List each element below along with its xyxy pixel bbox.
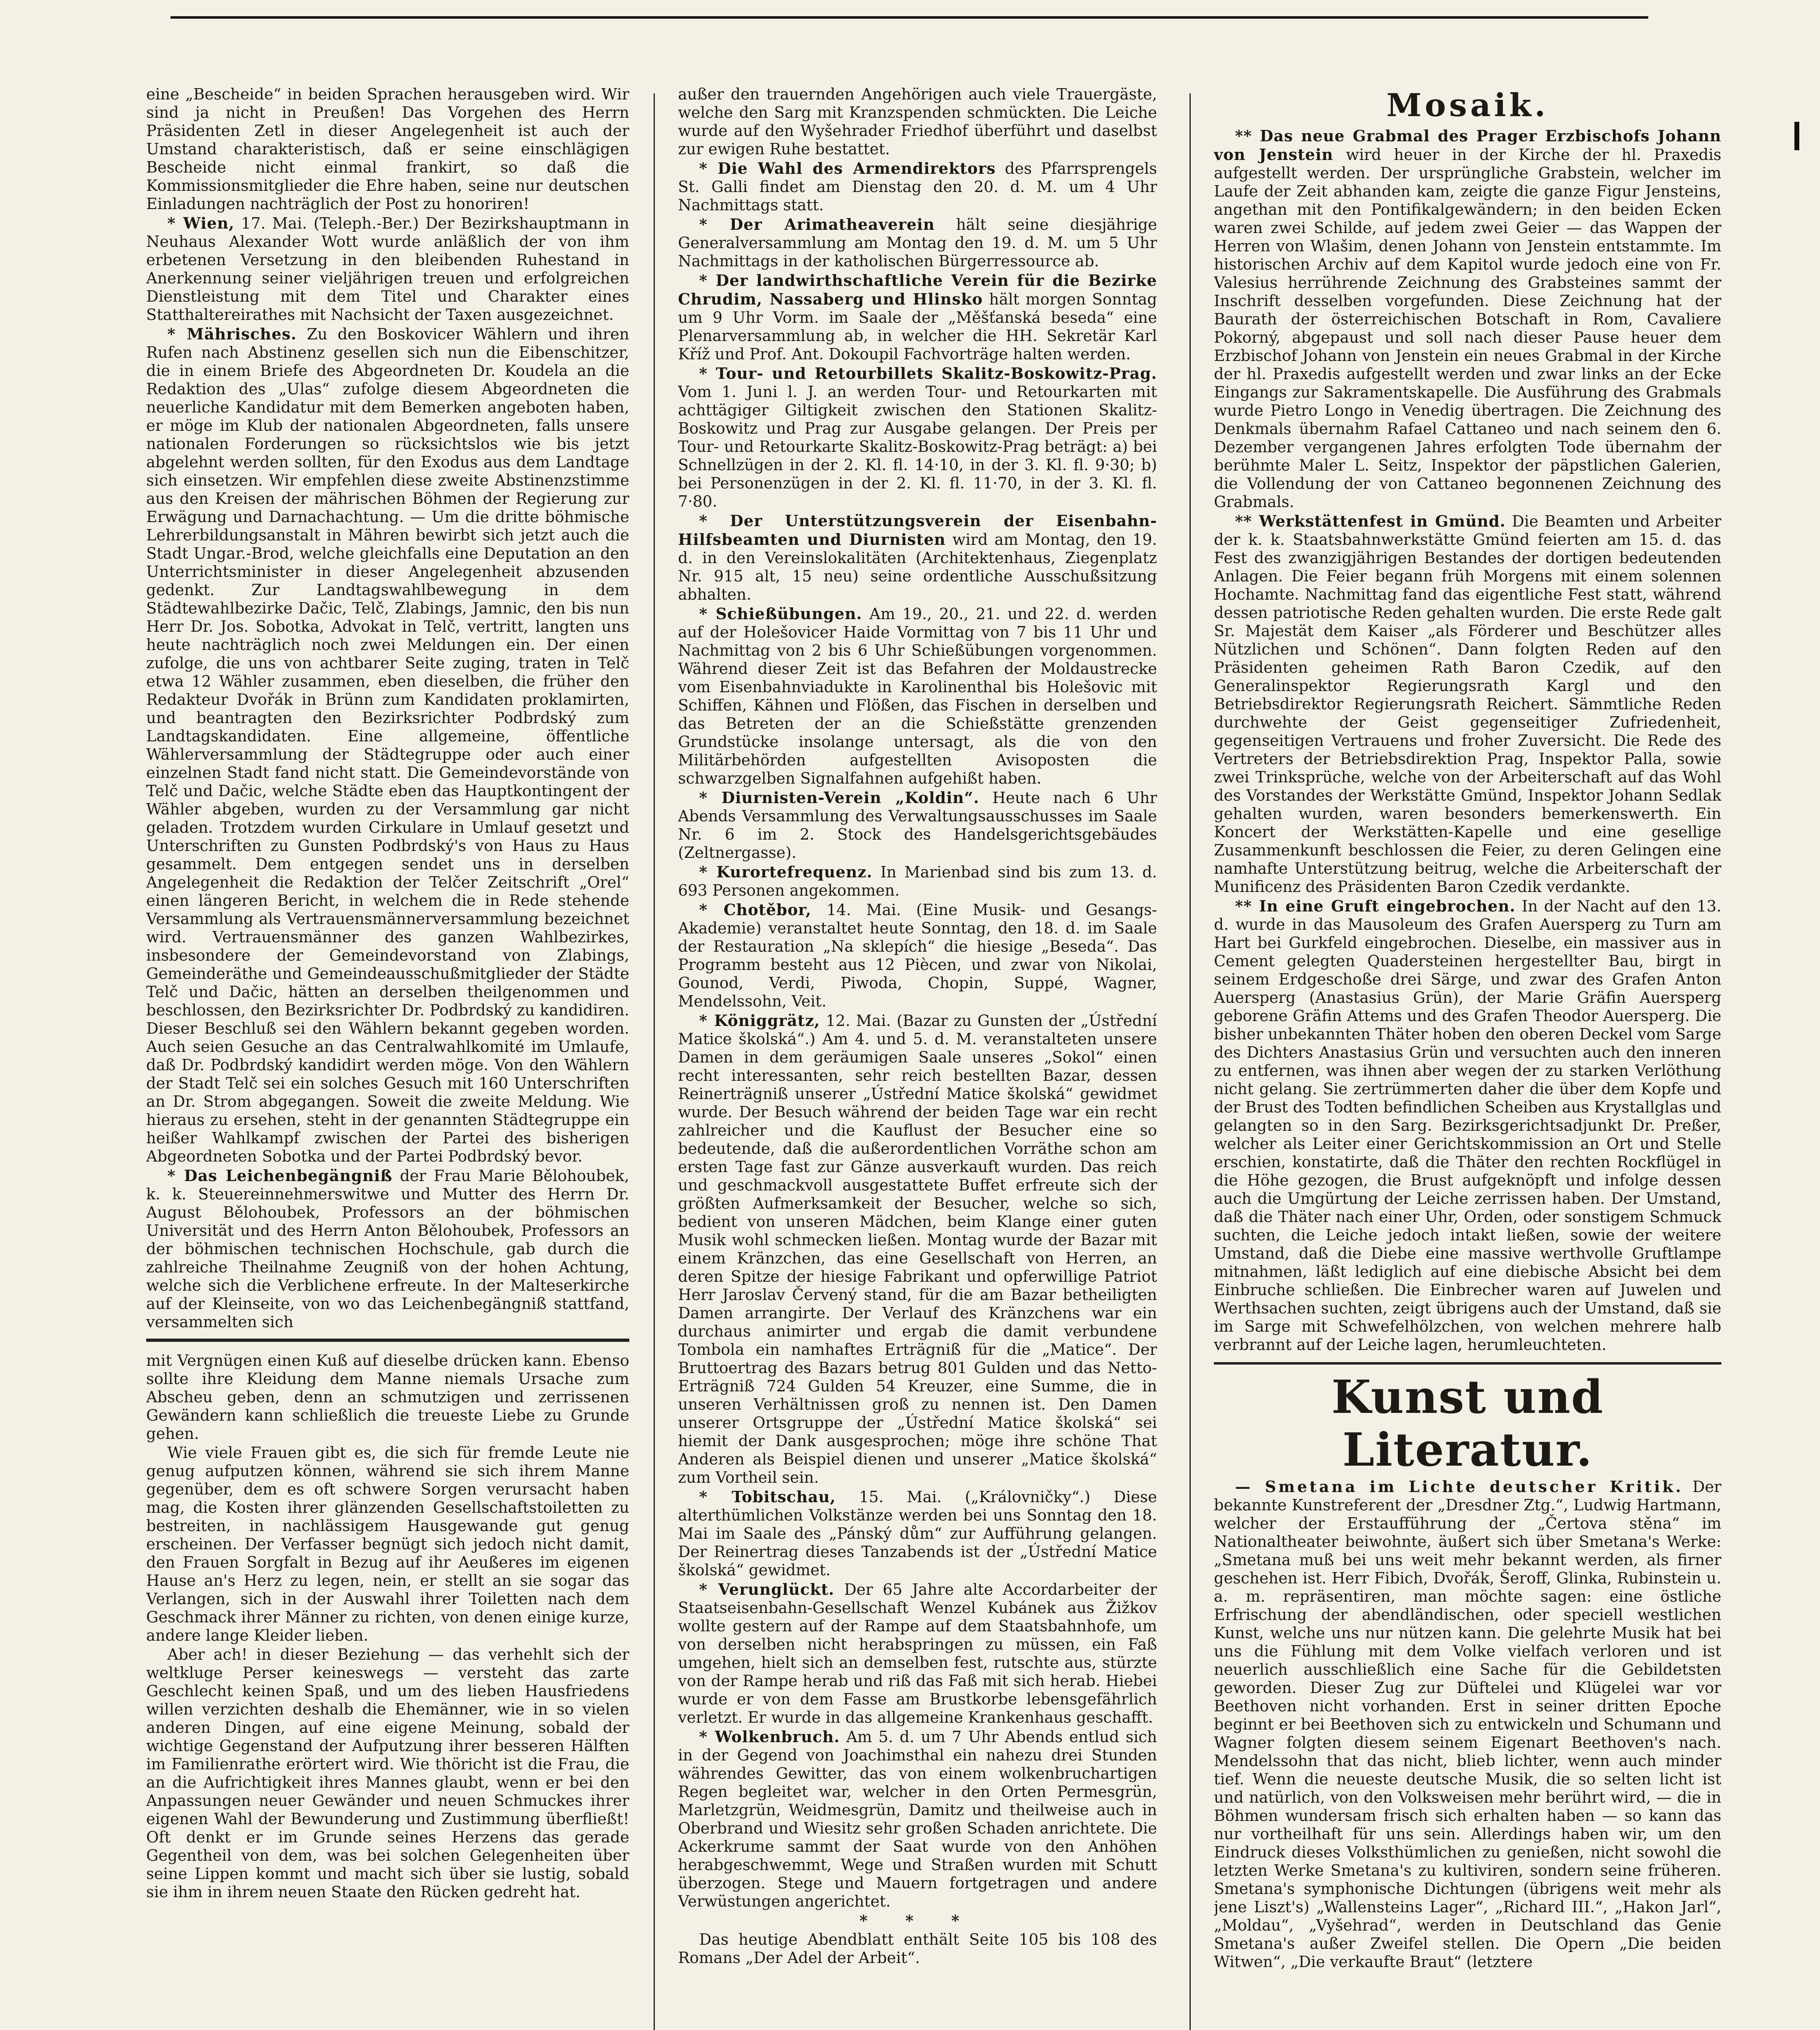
- article-text: Zu den Boskovicer Wählern und ihren Rufen nach Abstinenz gesellen sich nun die Eibenschitzer, die in einem Briefe des Abgeordneten Dr. Koudela an die Redaktion des „Ulas“ zufolge diesem Abgeordneten die neuerliche Kandidatur mit dem Bemerken angeboten haben, er möge im Klub der nationalen Abgeordneten, falls unsere nationalen Forderungen so rücksichtslos wie bis jetzt abgelehnt werden sollten, für den Exodus aus dem Landtage sich einsetzen. Wir empfehlen diese zweite Abstinenzstimme aus den Kreisen der mährischen Böhmen der Regierung zur Erwägung und Darnachachtung. — Um die dritte böhmische Lehrerbildungsanstalt in Mähren bewirbt sich jetzt auch die Stadt Ungar.-Brod, welche gleichfalls eine Deputation an den Unterrichtsminister in dieser Angelegenheit abzusenden gedenkt. Zur Landtagswahlbewegung in dem Städtewahlbezirke Dačic, Telč, Zlabings, Jamnic, den bis nun Herr Dr. Jos. Sobotka, Advokat in Telč, vertritt, langten uns heute nachträglich noch zwei Meldungen ein. Der einen zufolge, die uns von achtbarer Seite zuging, traten in Telč etwa 12 Wähler zusammen, eben dieselben, die früher den Redakteur Dvořák in Brünn zum Kandidaten proklamirten, und beantragten den Bezirksrichter Podbrdský zum Landtagskandidaten. Eine allgemeine, öffentliche Wählerversammlung der Städtegruppe oder auch einer einzelnen Stadt fand nicht statt. Die Gemeindevorstände von Telč und Dačic, welche Städte eben das Hauptkontingent der Wähler abgeben, wurden zu der Versammlung gar nicht geladen. Trotzdem wurden Cirkulare in Umlauf gesetzt und Unterschriften zu Gunsten Podbrdský's von Haus zu Haus gesammelt. Dem entgegen sendet uns in derselben Angelegenheit die Redaktion der Telčer Zeitschrift „Orel“ einen längeren Bericht, in welchem die in Rede stehende Versammlung als Vertrauensmännerversammlung bezeichnet wird. Vertrauensmänner des ganzen Wahlbezirkes, insbesondere der Gemeindevorstand von Zlabings, Gemeinderäthe und Gemeindeausschußmitglieder der Städte Telč und Dačic, hätten an derselben theilgenommen und beschlossen, den Bezirksrichter Dr. Podbrdský zu kandidiren. Dieser Beschluß sei den Wählern bekannt gegeben worden. Auch seien Gesuche an das Centralwahlkomité im Umlaufe, daß Dr. Podbrdský kandidirt werden möge. Von den Wählern der Stadt Telč sei ein solches Gesuch mit 160 Unterschriften an Dr. Strom abgegangen. Soweit die zweite Meldung. Wie hieraus zu ersehen, steht in der genannten Städtegruppe ein heißer Wahlkampf zwischen der Partei des bisherigen Abgeordneten Sobotka und der Partei Podbrdský bevor.: [146, 325, 629, 1165]
- article-landw-verein: [678, 271, 1157, 363]
- edge-mark: [1794, 122, 1799, 150]
- article-diurnisten: [678, 788, 1157, 862]
- article-text: Am 5. d. um 7 Uhr Abends entlud sich in der Gegend von Joachimsthal ein nahezu drei Stunden währendes Gewitter, das von einem wolkenbruchartigen Regen begleitet war, welcher in den Orten Permesgrün, Marletzgrün, Weidmesgrün, Damitz und theilweise auch in Oberbrand und Wiesitz sehr großen Schaden anrichtete. Die Ackerkrume sammt der Saat wurde von den Anhöhen herabgeschwemmt, Wege und Straßen wurden mit Schutt überzogen. Stege und Mauern fortgetragen und andere Verwüstungen angerichtet.: [678, 1728, 1157, 1910]
- article-lead: — Smetana im Lichte deutscher Kritik.: [1235, 1477, 1684, 1496]
- article-text: des Pfarrsprengels St. Galli findet am Dienstag den 20. d. M. um 4 Uhr Nachmittags statt.: [678, 160, 1157, 214]
- article-lead: * Verunglückt.: [699, 1580, 835, 1598]
- article-maehrisches: [146, 325, 629, 1166]
- feuilleton-paragraph: Aber ach! in dieser Beziehung — das verhehlt sich der weltkluge Perser keineswegs — versteht das zarte Geschlecht keinen Spaß, und um des lieben Hausfriedens willen verzichten deshalb die Ehemänner, wie in so vielen anderen Dingen, auf eine eigene Meinung, sobald der wichtige Gegenstand der Aufputzung ihrer besseren Hälften im Familienrathe erörtert wird. Wie thöricht ist die Frau, die an die Aufrichtigkeit ihres Mannes glaubt, wenn er bei den Anpassungen neuer Gewänder und neuen Schmuckes ihrer eigenen Wahl der Bewunderung und Zustimmung überfließt! Oft denkt er im Grunde seines Herzens das gerade Gegentheil von dem, was bei solchen Gelegenheiten über seine Lippen kommt und macht sich über sie lustig, sobald sie ihm in ihrem neuen Staate den Rücken gedreht hat.: [146, 1646, 629, 1901]
- article-text: wird heuer in der Kirche der hl. Praxedis aufgestellt werden. Der ursprüngliche Grabstein, welcher im Laufe der Zeit abhanden kam, zeigte die ganze Figur Jensteins, angethan mit den Pontifikalgewändern; in den beiden Ecken waren zwei Schilde, auf jedem zwei Geier — das Wappen der Herren von Wlašim, denen Johann von Jenstein entstammte. Im historischen Archiv auf dem Kapitol wurde jedoch eine von Fr. Valesius herrührende Zeichnung des Grabsteines sammt der Inschrift desselben vorgefunden. Diese Zeichnung hat der Baurath der österreichischen Botschaft in Rom, Cavaliere Pokorný, abgepaust und soll nach dieser Pause heuer dem Erzbischof Johann von Jenstein ein neues Grabmal in der Kirche der hl. Praxedis aufgestellt werden und zwar links an der Ecke Eingangs zur Sakramentskapelle. Die Ausführung des Grabmals wurde Pietro Longo in Venedig übertragen. Die Zeichnung des Denkmals übernahm Rafael Cattaneo und nach seinem den 6. Dezember vergangenen Jahres erfolgten Tode übernahm der berühmte Maler L. Seitz, Inspektor der päpstlichen Galerien, die Vollendung der von Cattaneo begonnenen Zeichnung des Grabmals.: [1214, 146, 1721, 511]
- article-werkstaettenfest: [1214, 512, 1721, 896]
- article-lead: * Der Arimatheaverein: [699, 215, 935, 233]
- section-divider: [1214, 1362, 1721, 1365]
- article-lead: * Der landwirthschaftliche Verein für die Bezirke Chrudim, Nassaberg und Hlinsko: [678, 271, 1157, 308]
- article-unterstuetzungsverein: [678, 512, 1157, 604]
- column-3: [1214, 85, 1721, 2030]
- article-smetana: [1214, 1477, 1721, 1971]
- column-divider: [1190, 93, 1191, 2030]
- feuilleton-paragraph: Wie viele Frauen gibt es, die sich für fremde Leute nie genug aufputzen können, während sie sich ihrem Manne gegenüber, dem es oft schwere Sorgen verursacht haben mag, die Kosten ihrer glänzenden Gesellschaftstoiletten zu bestreiten, in nachlässigem Hausgewande gut genug erscheinen. Der Verfasser begnügt sich jedoch nicht damit, den Frauen Sorgfalt in Bezug auf ihr Aeußeres im eigenen Hause an's Herz zu legen, nein, er stellt an sie sogar das Verlangen, sich in der Auswahl ihrer Toiletten nach dem Geschmack ihrer Männer zu richten, von denen einige kurze, andere lange Kleider lieben.: [146, 1444, 629, 1644]
- article-lead: * Königgrätz,: [699, 1011, 820, 1030]
- article-lead: ** Das neue Grabmal des Prager Erzbischofs Johann von Jenstein: [1214, 127, 1721, 164]
- article-text: hält seine diesjährige Generalversammlung am Montag den 19. d. M. um 5 Uhr Nachmittags in der katholischen Bürgerressource ab.: [678, 216, 1157, 270]
- article-lead: ** Werkstättenfest in Gmünd.: [1235, 512, 1506, 530]
- article-text: 14. Mai. (Eine Musik- und Gesangs-Akademie) veranstaltet heute Sonntag, den 18. d. im Saale der Restauration „Na sklepích“ die hiesige „Beseda“. Das Programm besteht aus 12 Piècen, und zwar von Nikolai, Gounod, Verdi, Piwoda, Chopin, Suppé, Wagner, Mendelssohn, Veit.: [678, 901, 1157, 1010]
- article-lead: * Tobitschau,: [699, 1488, 836, 1506]
- section-title-kunst: Kunst und Literatur.: [1331, 1371, 1604, 1477]
- article-gruft: [1214, 897, 1721, 1354]
- article-lead: * Diurnisten-Verein „Koldin“.: [699, 788, 980, 807]
- article-text: Heute nach 6 Uhr Abends Versammlung des Verwaltungsausschusses im Saale Nr. 6 im 2. Stock des Handelsgerichtsgebäudes (Zeltnergasse).: [678, 789, 1157, 862]
- article-lead: * Der Unterstützungsverein der Eisenbahn-Hilfsbeamten und Diurnisten: [678, 512, 1157, 549]
- article-lead: * Schießübungen.: [699, 605, 862, 623]
- article-text: Vom 1. Juni l. J. an werden Tour- und Retourkarten mit achttägiger Giltigkeit zwischen den Stationen Skalitz-Boskowitz und Prag zur Ausgabe gelangen. Der Preis per Tour- und Retourkarte Skalitz-Boskowitz-Prag beträgt: a) bei Schnellzügen in der 2. Kl. fl. 14·10, in der 3. Kl. fl. 9·30; b) bei Personenzügen in der 2. Kl. fl. 11·70, in der 3. Kl. fl. 7·80.: [678, 383, 1157, 510]
- column-2: [678, 85, 1157, 2030]
- article-armendirektor: [678, 159, 1157, 214]
- article-lead: * Die Wahl des Armendirektors: [699, 159, 996, 177]
- article-text: Der bekannte Kunstreferent der „Dresdner Ztg.“, Ludwig Hartmann, welcher der Erstaufführung der „Čertova stěna“ im Nationaltheater beiwohnte, äußert sich über Smetana's Werke: „Smetana muß bei uns weit mehr bekannt werden, als firner geschehen ist. Herr Fibich, Dvořák, Šeroff, Glinka, Rubinstein u. a. m. repräsentiren, man möchte sagen: eine östliche Erfrischung der abendländischen, oder speciell westlichen Kunst, welche uns nur nützen kann. Die gelehrte Musik hat bei uns die Fühlung mit dem Volke vielfach verloren und ist neuerlich ausschließlich eine Sache für die Gebildetsten geworden. Dieser Zug zur Düftelei und Klügelei war vor Beethoven nicht vorhanden. Erst in seiner dritten Epoche beginnt er bei Beethoven sich zu entwickeln und Schumann und Wagner folgten diesem seinem Eigenart Beethoven's nach. Mendelssohn that das nicht, blieb lichter, wenn auch minder tief. Wenn die neueste deutsche Musik, die so selten licht ist und natürlich, von den Volksweisen mehr berührt wird, — die in Böhmen wundersam frisch sich erhalten haben — so kann das nur vortheilhaft für uns sein. Allerdings haben wir, um den Eindruck dieses Volksthümlichen zu genießen, nicht sowohl die letzten Werke Smetana's zu kultiviren, sondern seine früheren. Smetana's symphonische Dichtungen (übrigens weit mehr als jene Liszt's) „Wallensteins Lager“, „Richard III.“, „Hakon Jarl“, „Moldau“, „Vyšehrad“, werden in Deutschland das Genie Smetana's außer Zweifel stellen. Die Opern „Die beiden Witwen“, „Die verkaufte Braut“ (letztere: [1214, 1478, 1721, 1971]
- article-arimathea: [678, 215, 1157, 270]
- article-retourbillets: [678, 364, 1157, 511]
- article-text: der Frau Marie Bělohoubek, k. k. Steuereinnehmerswitwe und Mutter des Herrn Dr. August Bělohoubek, Professors an der böhmischen Universität und des Herrn Anton Bělohoubek, Professors an der böhmischen technischen Hochschule, gab durch die zahlreiche Theilnahme Zeugniß von der hohen Achtung, welche sich die Verblichene erfreute. In der Malteserkirche auf der Kleinseite, von wo das Leichenbegängniß stattfand, versammelten sich: [146, 1167, 629, 1331]
- article-text: wird am Montag, den 19. d. in den Vereinslokalitäten (Architektenhaus, Ziegenplatz Nr. 915 alt, 15 neu) seine ordentliche Ausschußsitzung abhalten.: [678, 531, 1157, 603]
- article-text: 12. Mai. (Bazar zu Gunsten der „Ústřední Matice školská“.) Am 4. und 5. d. M. veranstalteten unsere Damen in dem geräumigen Saale unseres „Sokol“ einen recht interessanten, sehr reich bestellten Bazar, dessen Reinerträgniß unserer „Ústřední Matice školská“ gewidmet wurde. Der Besuch während der beiden Tage war ein recht zahlreicher und die Kauflust der Besucher eine so bedeutende, daß die außerordentlichen Vorräthe schon am ersten Tage fast zur Gänze ausverkauft wurden. Das reich und geschmackvoll ausgestattete Buffet erfreute sich der größten Aufmerksamkeit der Besucher, welche so sich, bedient von unseren Mädchen, beim Klange einer guten Musik wohl schmecken ließen. Montag wurde der Bazar mit einem Kränzchen, das eine Gesellschaft von Herren, an deren Spitze der hiesige Fabrikant und opferwillige Patriot Herr Jaroslav Červený stand, für die am Bazar betheiligten Damen arrangirte. Der Verlauf des Kränzchens war ein durchaus animirter und ergab die damit verbundene Tombola ein namhaftes Erträgniß für die „Matice“. Der Bruttoertrag des Bazars betrug 801 Gulden und das Netto-Erträgniß 724 Gulden 54 Kreuzer, eine Summe, die in unseren Verhältnissen groß zu nennen ist. Den Damen unserer Ortsgruppe der „Ústřední Matice školská“ sei hiemit der Dank ausgesprochen; möge ihre schöne That Anderen als Beispiel dienen und unserer „Matice školská“ zum Vortheil sein.: [678, 1012, 1157, 1486]
- newspaper-page: [146, 85, 1729, 2030]
- article-lead: ** In eine Gruft eingebrochen.: [1235, 897, 1516, 915]
- top-border: [171, 16, 1648, 19]
- article-lead: * Wolkenbruch.: [699, 1728, 840, 1746]
- article-lead: * Das Leichenbegängniß: [167, 1166, 393, 1185]
- feuilleton-divider: [146, 1339, 629, 1342]
- column-1: [146, 85, 629, 2030]
- article-text: In Marienbad sind bis zum 13. d. 693 Personen angekommen.: [678, 863, 1157, 899]
- article-text: Am 19., 20., 21. und 22. d. werden auf der Holešovicer Haide Vormittag von 7 bis 11 Uhr und Nachmittag von 2 bis 6 Uhr Schießübungen vorgenommen. Während dieser Zeit ist das Befahren der Moldaustrecke vom Eisenbahnviadukte in Karolinenthal bis Holešovic mit Schiffen, Kähnen und Flößen, das Fischen in derselben und das Betreten der an die Schießstätte grenzenden Grundstücke insolange untersagt, als die von den Militärbehörden aufgestellten Avisoposten die schwarzgelben Signalfahnen aufgehißt haben.: [678, 605, 1157, 787]
- section-title-mosaik: Mosaik.: [1386, 87, 1549, 124]
- article-tobitschau: [678, 1488, 1157, 1579]
- feuilleton-paragraph: mit Vergnügen einen Kuß auf dieselbe drücken kann. Ebenso sollte ihre Kleidung dem Manne niemals Ursache zum Abscheu geben, denn an schmutzigen und zerrissenen Gewändern kann schließlich die treueste Liebe zu Grunde gehen.: [146, 1352, 629, 1443]
- article-lead: * Chotěbor,: [699, 901, 812, 919]
- article-grabmal: [1214, 127, 1721, 511]
- article-text: hält morgen Sonntag um 9 Uhr Vorm. im Saale der „Měšťanská beseda“ eine Plenarversammlung ab, in welcher die HH. Sekretär Karl Kříž und Prof. Ant. Dokoupil Fachvorträge halten werden.: [678, 290, 1157, 363]
- article-chotebor: [678, 901, 1157, 1011]
- paragraph-continuation: eine „Bescheide“ in beiden Sprachen herausgeben wird. Wir sind ja nicht in Preußen! Das Vorgehen des Herrn Präsidenten Zetl in dieser Angelegenheit ist auch der Umstand charakteristisch, daß er seine einschlägigen Bescheide nicht einmal frankirt, so daß die Kommissionsmitglieder die Ehre haben, seine nur deutschen Einladungen nachträglich der Post zu honoriren!: [146, 85, 629, 213]
- article-text: 15. Mai. („Královničky“.) Diese alterthümlichen Volkstänze werden bei uns Sonntag den 18. Mai im Saale des „Pánský dům“ zur Aufführung gelangen. Der Reinertrag dieses Tanzabends ist der „Ústřední Matice školská“ gewidmet.: [678, 1488, 1157, 1579]
- article-lead: * Tour- und Retourbillets Skalitz-Boskowitz-Prag.: [699, 364, 1157, 382]
- article-koeniggraetz: [678, 1011, 1157, 1487]
- article-verunglueckt: [678, 1580, 1157, 1727]
- footer-note: Das heutige Abendblatt enthält Seite 105 bis 108 des Romans „Der Adel der Arbeit“.: [678, 1931, 1157, 1967]
- article-text: Der 65 Jahre alte Accordarbeiter der Staatseisenbahn-Gesellschaft Wenzel Kubánek aus Žižkov wollte gestern auf der Rampe auf dem Staatsbahnhofe, um von derselben nicht herabspringen zu müssen, ein Faß umgehen, hielt sich an demselben fest, rutschte aus, stürzte von der Rampe herab und riß das Faß mit sich herab. Hiebei wurde er von dem Fasse am Brustkorbe lebensgefährlich verletzt. Er wurde in das allgemeine Krankenhaus geschafft.: [678, 1581, 1157, 1726]
- article-text: 17. Mai. (Teleph.-Ber.) Der Bezirkshauptmann in Neuhaus Alexander Wott wurde anläßlich der von ihm erbetenen Versetzung in den bleibenden Ruhestand in Anerkennung seiner vieljährigen treuen und erfolgreichen Dienstleistung mit dem Titel und Charakter eines Statthaltereirathes mit Nachsicht der Taxen ausgezeichnet.: [146, 214, 629, 324]
- article-schiessuebungen: [678, 605, 1157, 788]
- article-text: Die Beamten und Arbeiter der k. k. Staatsbahnwerkstätte Gmünd feierten am 15. d. das Fest des zwanzigjährigen Bestandes der dortigen bedeutenden Anlagen. Die Feier begann früh Morgens mit einem solennen Hochamte. Nachmittag fand das eigentliche Fest statt, während dessen patriotische Reden gehalten wurden. Die erste Rede galt Sr. Majestät dem Kaiser „als Förderer und Beschützer alles Nützlichen und Schönen“. Dann folgten Reden auf den Präsidenten geheimen Rath Baron Czedik, auf den Generalinspektor Regierungsrath Kargl und den Betriebsdirektor Regierungsrath Reichert. Sämmtliche Reden durchwehte der Geist gegenseitiger Zufriedenheit, gegenseitigen Vertrauens und froher Zuversicht. Die Rede des Vertreters der Betriebsdirektion Prag, Inspektor Palla, sowie zwei Trinksprüche, welche von der Arbeiterschaft auf das Wohl des Vorstandes der Werkstätte Gmünd, Inspektor Johann Sedlak gehalten wurden, waren besonders bemerkenswerth. Ein Koncert der Werkstätten-Kapelle und eine gesellige Zusammenkunft beschlossen die Feier, zu deren Gelingen eine namhafte Unterstützung beitrug, welche die Arbeiterschaft der Munificenz des Präsidenten Baron Czedik verdankte.: [1214, 512, 1721, 896]
- article-leichenbegaengniss: [146, 1166, 629, 1331]
- paragraph-continuation: außer den trauernden Angehörigen auch viele Trauergäste, welche den Sarg mit Kranzspenden schmückten. Die Leiche wurde auf den Wyšehrader Friedhof überführt und daselbst zur ewigen Ruhe bestattet.: [678, 85, 1157, 158]
- article-wolkenbruch: [678, 1728, 1157, 1911]
- article-wien: [146, 214, 629, 324]
- column-divider: [654, 93, 655, 2030]
- article-lead: * Kurortefrequenz.: [699, 863, 872, 881]
- article-lead: * Wien,: [167, 214, 235, 232]
- separator-stars: * * *: [859, 1911, 976, 1930]
- article-lead: * Mährisches.: [167, 325, 297, 343]
- article-kurortefrequenz: [678, 863, 1157, 900]
- article-text: In der Nacht auf den 13. d. wurde in das Mausoleum des Grafen Auersperg zu Turn am Hart bei Gurkfeld eingebrochen. Dieselbe, ein massiver aus in Cement gelegten Quadersteinen hergestellter Bau, birgt in seinem Erdgeschoße drei Särge, und zwar des Grafen Anton Auersperg (Anastasius Grün), der Marie Gräfin Auersperg geborene Gräfin Attems und des Grafen Theodor Auersperg. Die bisher unbekannten Thäter hoben den oberen Deckel vom Sarge des Dichters Anastasius Grün und versuchten auch den inneren zu entfernen, was ihnen aber wegen der zu starken Verlöthung nicht gelang. Sie zertrümmerten daher die über dem Kopfe und der Brust des Todten befindlichen Scheiben aus Krystallglas und gelangten so in den Sarg. Bezirksgerichtsadjunkt Dr. Preßer, welcher als Leiter einer Gerichtskommission an Ort und Stelle erschien, konstatirte, daß die Thäter den rechten Rockflügel in die Höhe gezogen, die Brust aufgeknöpft und infolge dessen auch die Umgürtung der Leiche zerrissen haben. Der Umstand, daß die Thäter nach einer Uhr, Orden, oder sonstigem Schmuck suchten, die Leiche jedoch intakt ließen, sowie der weitere Umstand, daß die Diebe eine massive werthvolle Gruftlampe mitnahmen, läßt lediglich auf eine diebische Absicht bei dem Einbruche schließen. Die Einbrecher waren auf Juwelen und Werthsachen suchten, zeigt übrigens auch der Umstand, daß sie im Sarge mit Schwefelhölzchen, von welchen mehrere halb verbrannt auf der Leiche lagen, herumleuchteten.: [1214, 897, 1721, 1354]
